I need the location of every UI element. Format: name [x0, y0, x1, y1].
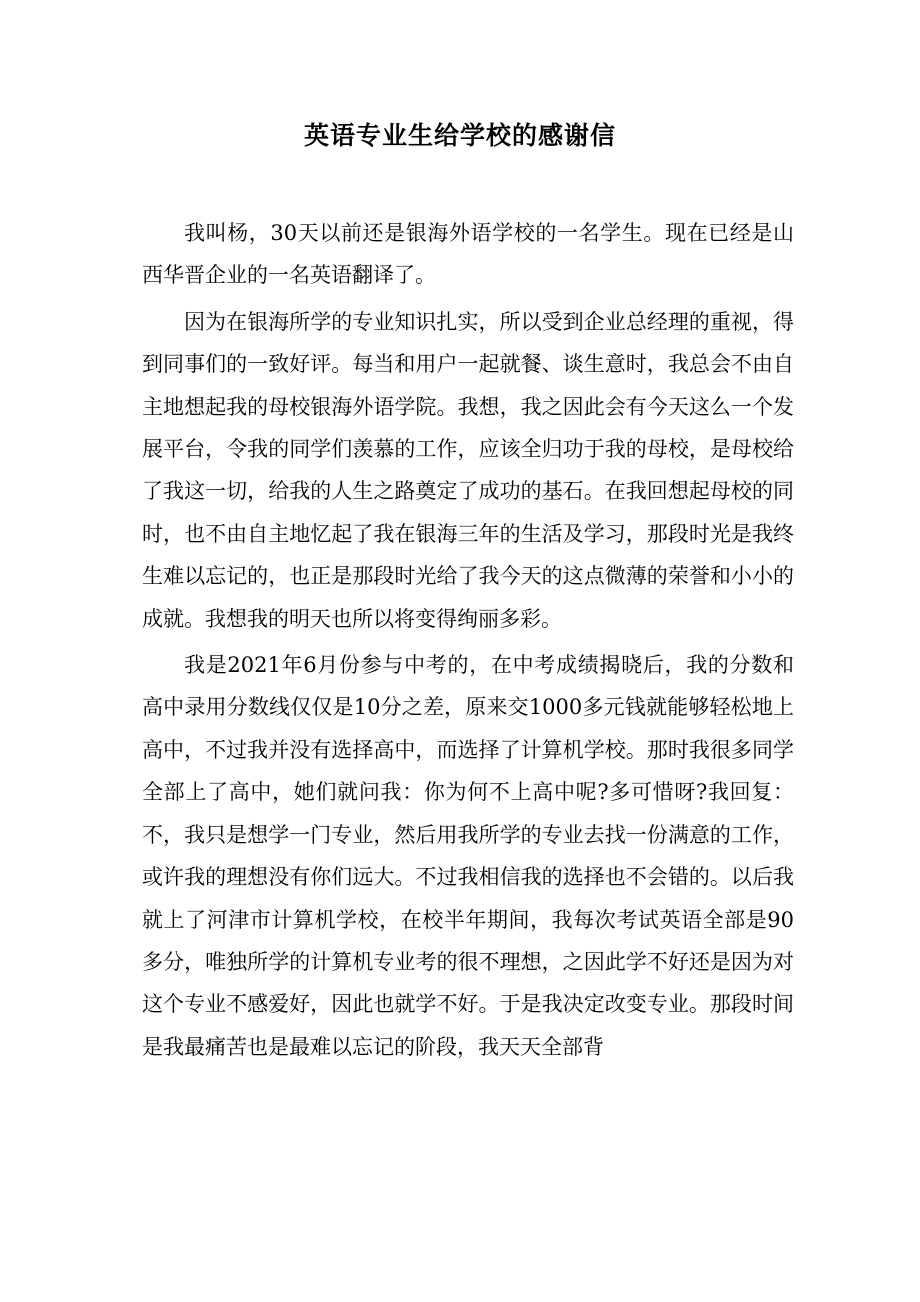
paragraph: 我是2021年6月份参与中考的，在中考成绩揭晓后，我的分数和高中录用分数线仅仅是10分之差，原来交1000多元钱就能够轻松地上高中，不过我并没有选择高中，而选择了计算机学校。那时我很多同学全部上了高中，她们就问我：你为何不上高中呢?多可惜呀?我回复：不，我只是想学一门专业，然后用我所学的专业去找一份满意的工作，或许我的理想没有你们远大。不过我相信我的选择也不会错的。以后我就上了河津市计算机学校，在校半年期间，我每次考试英语全部是90多分，唯独所学的计算机专业考的很不理想，之因此学不好还是因为对这个专业不感爱好，因此也就学不好。于是我决定改变专业。那段时间是我最痛苦也是最难以忘记的阶段，我天天全部背 — [142, 653, 794, 1059]
letter-body — [142, 212, 794, 1068]
document-title: 英语专业生给学校的感谢信 — [303, 121, 616, 150]
paragraph: 我叫杨，30天以前还是银海外语学校的一名学生。现在已经是山西华晋企业的一名英语翻译了。 — [142, 221, 794, 288]
paragraph: 因为在银海所学的专业知识扎实，所以受到企业总经理的重视，得到同事们的一致好评。每当和用户一起就餐、谈生意时，我总会不由自主地想起我的母校银海外语学院。我想，我之因此会有今天这么一个发展平台，令我的同学们羡慕的工作，应该全归功于我的母校，是母校给了我这一切，给我的人生之路奠定了成功的基石。在我回想起母校的同时，也不由自主地忆起了我在银海三年的生活及学习，那段时光是我终生难以忘记的，也正是那段时光给了我今天的这点微薄的荣誉和小小的成就。我想我的明天也所以将变得绚丽多彩。 — [142, 309, 794, 631]
